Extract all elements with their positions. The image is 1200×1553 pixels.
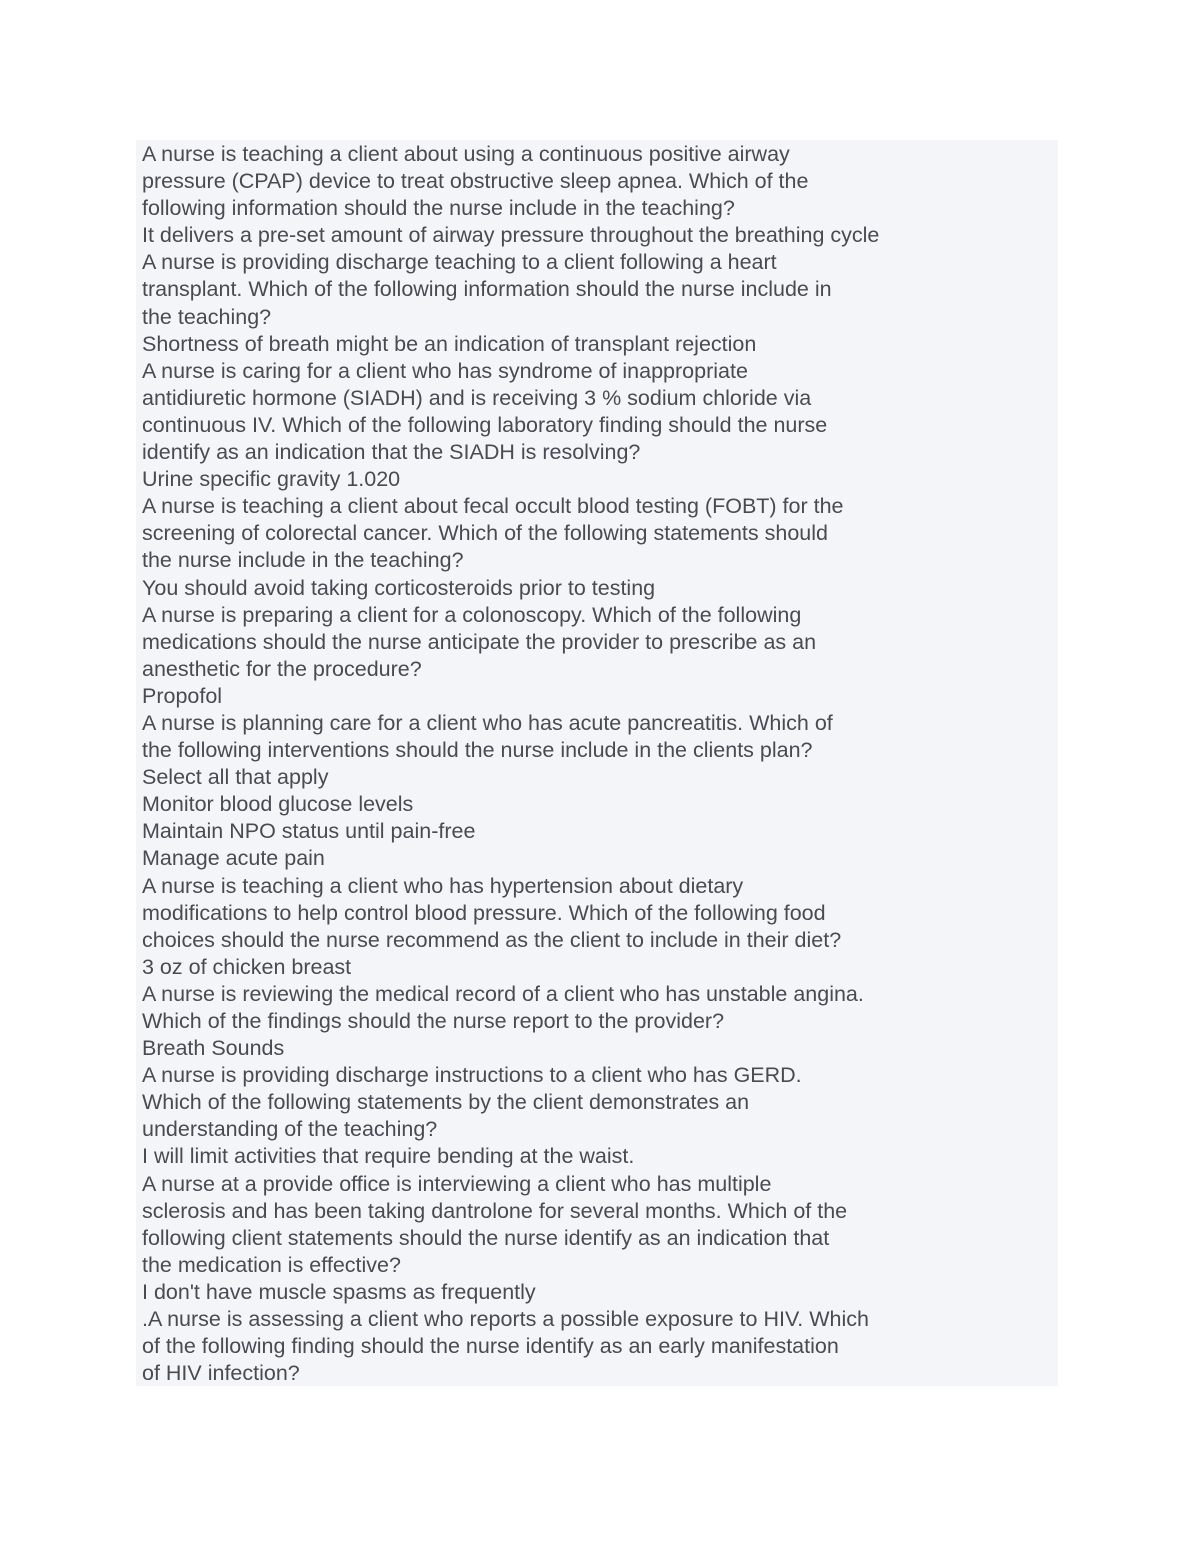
text-block — [136, 140, 1058, 1386]
text-line: Select all that apply — [142, 765, 329, 790]
text-line: A nurse is planning care for a client who has acute pancreatitis. Which of — [142, 710, 833, 735]
text-line: A nurse is providing discharge teaching to a client following a heart — [142, 250, 777, 275]
text-line: pressure (CPAP) device to treat obstructive sleep apnea. Which of the — [142, 169, 809, 194]
text-line: A nurse at a provide office is interviewing a client who has multiple — [142, 1171, 772, 1196]
text-line: A nurse is teaching a client about using a continuous positive airway — [142, 142, 790, 166]
text-line: the nurse include in the teaching? — [142, 548, 464, 573]
text-line: I don't have muscle spasms as frequently — [142, 1279, 536, 1304]
text-line: continuous IV. Which of the following laboratory finding should the nurse — [142, 412, 828, 437]
text-line: transplant. Which of the following information should the nurse include in — [142, 277, 832, 302]
text-line: choices should the nurse recommend as the client to include in their diet? — [142, 927, 842, 952]
text-line: Which of the findings should the nurse report to the provider? — [142, 1009, 725, 1033]
text-line: medications should the nurse anticipate the provider to prescribe as an — [142, 629, 817, 654]
text-line: the medication is effective? — [142, 1252, 401, 1277]
text-line: A nurse is teaching a client who has hypertension about dietary — [142, 873, 744, 898]
text-line: Shortness of breath might be an indication of transplant rejection — [142, 331, 757, 356]
text-line: following client statements should the nurse identify as an indication that — [142, 1225, 830, 1250]
text-line: You should avoid taking corticosteroids prior to testing — [142, 575, 656, 600]
text-line: following information should the nurse include in the teaching? — [142, 196, 735, 221]
text-line: Manage acute pain — [142, 846, 325, 871]
text-line: understanding of the teaching? — [142, 1117, 438, 1142]
text-line: A nurse is reviewing the medical record of a client who has unstable angina. — [142, 981, 864, 1006]
text-line: Monitor blood glucose levels — [142, 792, 414, 817]
text-line: screening of colorectal cancer. Which of the following statements should — [142, 521, 828, 546]
text-line: I will limit activities that require bending at the waist. — [142, 1144, 635, 1169]
text-line: It delivers a pre-set amount of airway pressure throughout the breathing cycle — [142, 223, 880, 248]
text-line: A nurse is providing discharge instructions to a client who has GERD. — [142, 1063, 802, 1088]
text-line: the teaching? — [142, 304, 272, 329]
text-line: Propofol — [142, 683, 223, 708]
text-line: the following interventions should the nurse include in the clients plan? — [142, 738, 813, 763]
text-line: Which of the following statements by the client demonstrates an — [142, 1090, 750, 1115]
text-line: modifications to help control blood pressure. Which of the following food — [142, 900, 826, 925]
text-line: .A nurse is assessing a client who reports a possible exposure to HIV. Which — [142, 1307, 869, 1332]
text-line: antidiuretic hormone (SIADH) and is receiving 3 % sodium chloride via — [142, 385, 812, 410]
text-line: A nurse is teaching a client about fecal occult blood testing (FOBT) for the — [142, 494, 844, 519]
text-line: 3 oz of chicken breast — [142, 954, 352, 979]
text-line: Breath Sounds — [142, 1036, 285, 1061]
text-line: of the following finding should the nurse identify as an early manifestation — [142, 1334, 839, 1359]
text-line: identify as an indication that the SIADH is resolving? — [142, 440, 641, 465]
text-line: anesthetic for the procedure? — [142, 656, 422, 681]
text-line: Urine specific gravity 1.020 — [142, 467, 401, 492]
text-line: A nurse is caring for a client who has syndrome of inappropriate — [142, 358, 748, 383]
text-line: A nurse is preparing a client for a colonoscopy. Which of the following — [142, 602, 802, 627]
text-line: Maintain NPO status until pain-free — [142, 819, 476, 844]
text-line: sclerosis and has been taking dantrolone for several months. Which of the — [142, 1198, 848, 1223]
text-line: of HIV infection? — [142, 1361, 300, 1386]
